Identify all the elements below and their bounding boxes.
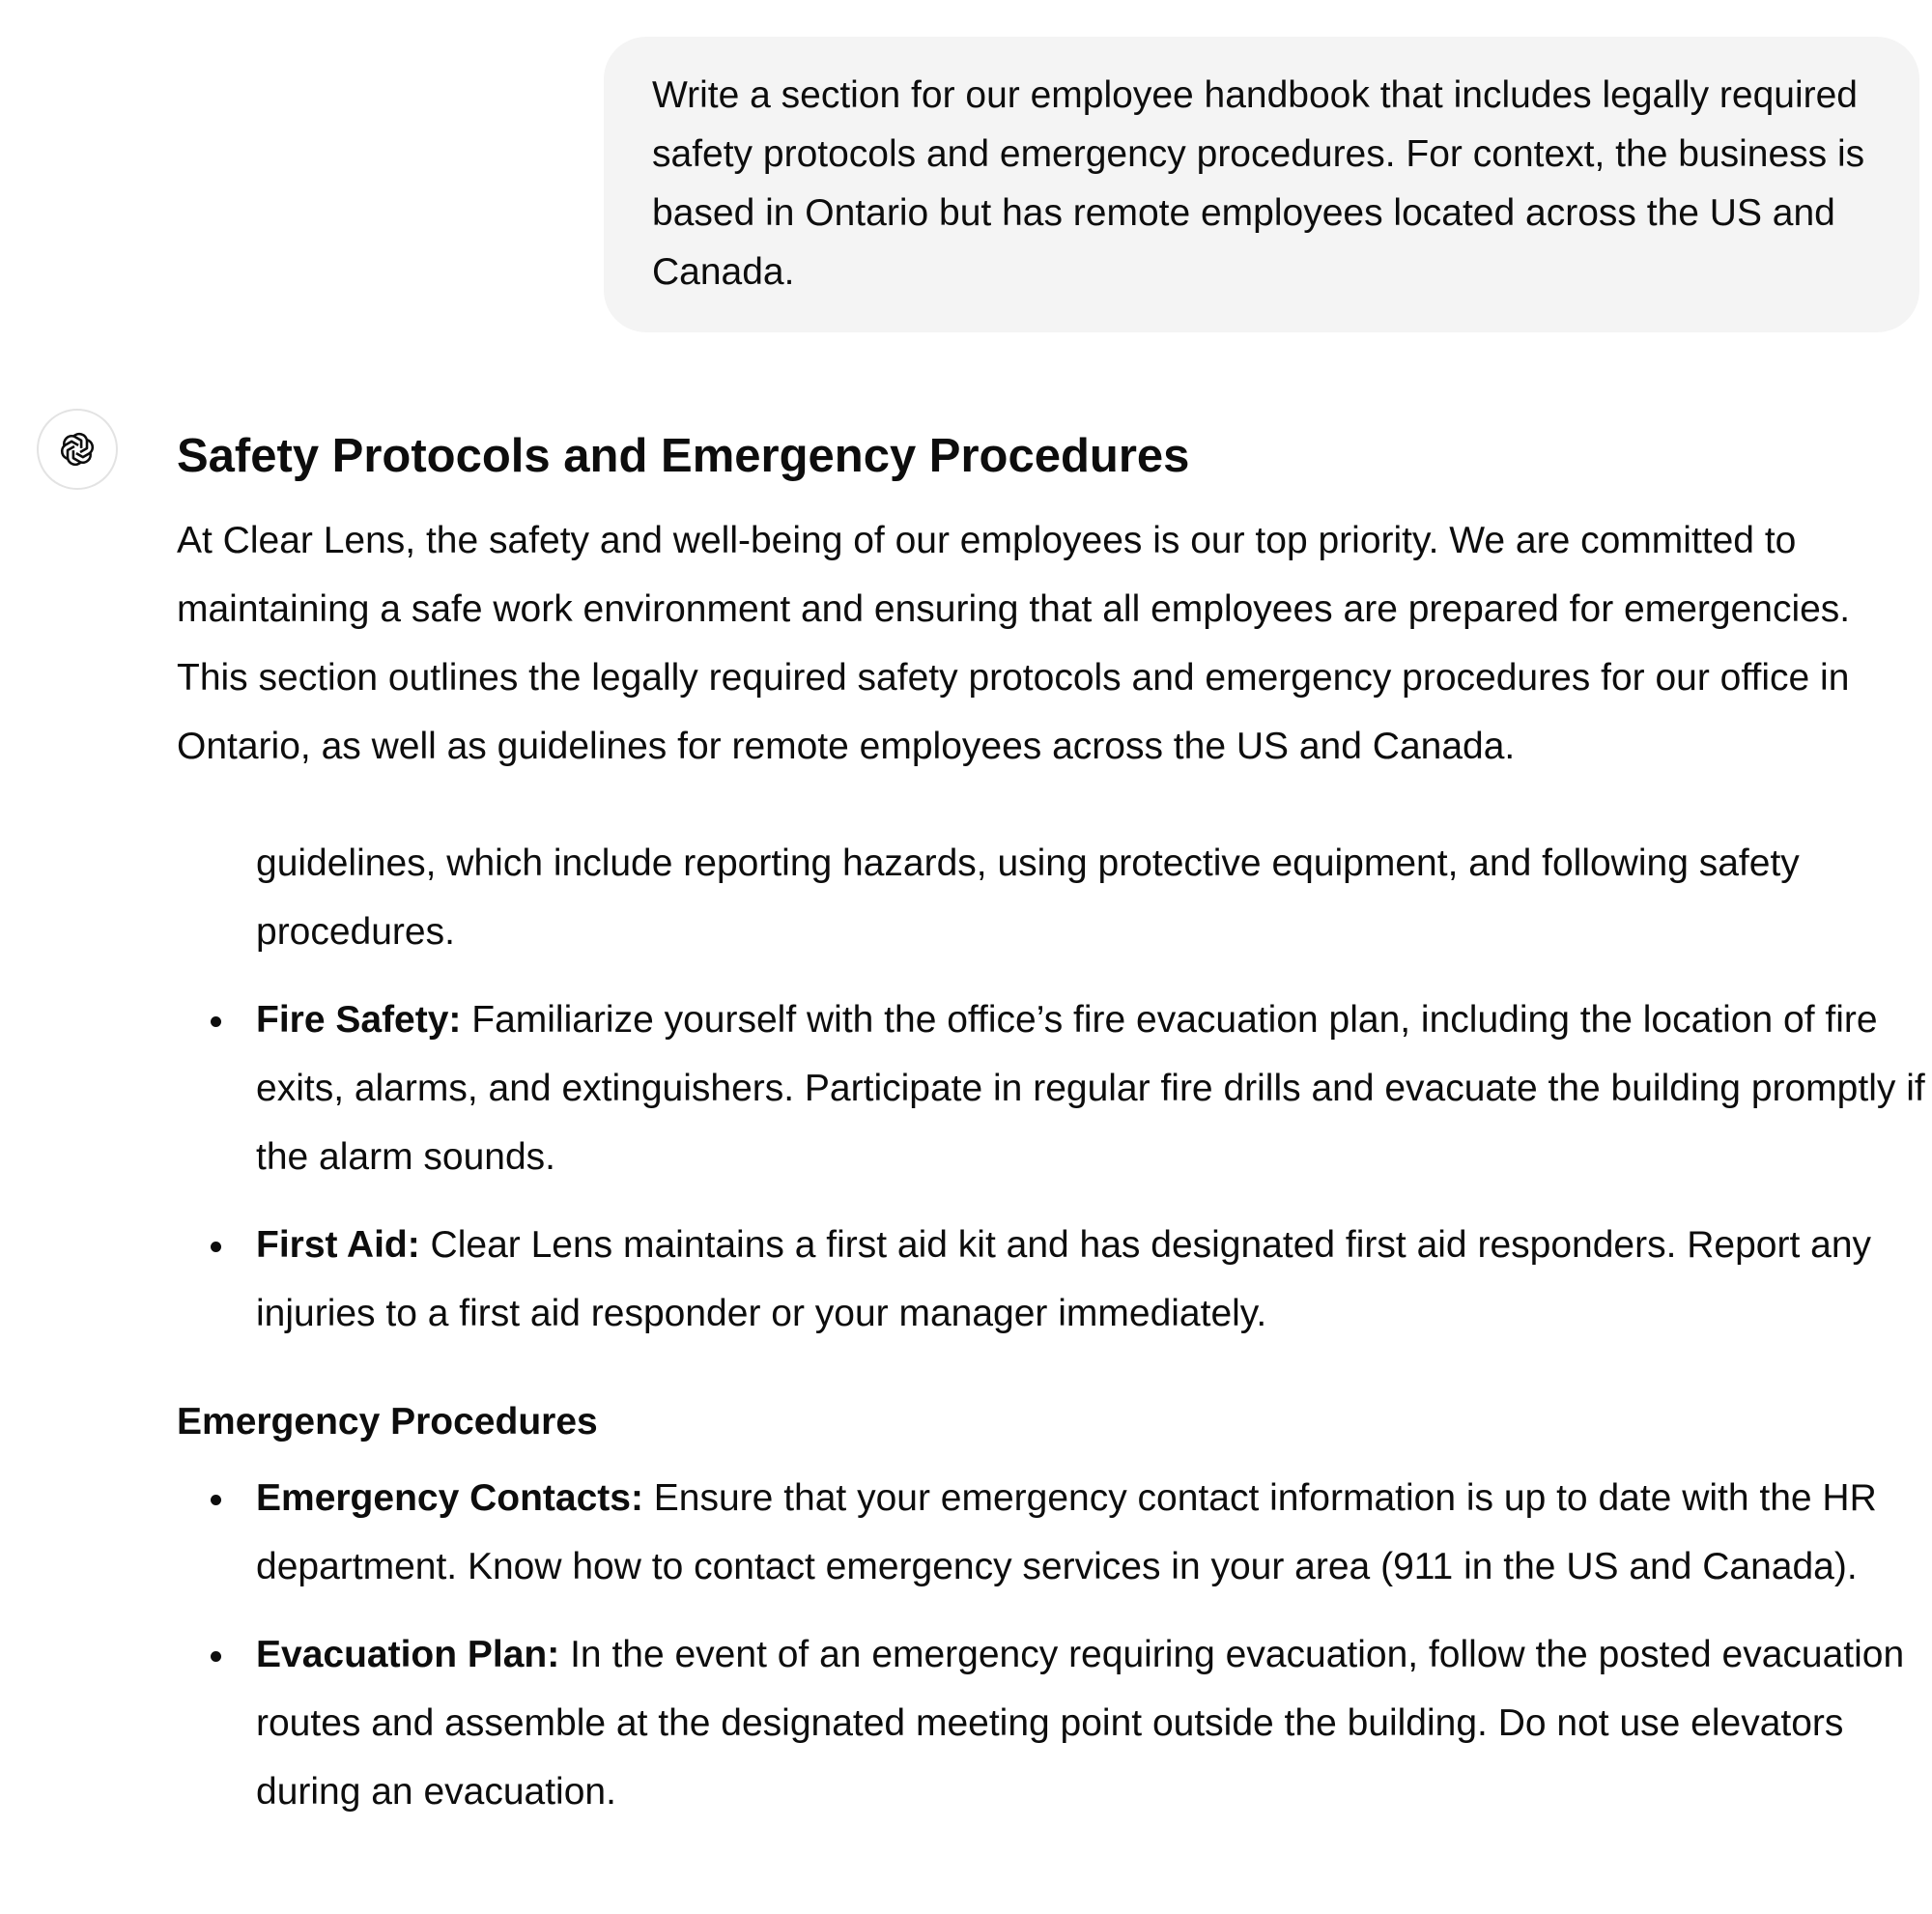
fire-safety-label: Fire Safety: <box>256 999 462 1041</box>
reply-intro-paragraph: At Clear Lens, the safety and well-being of our employees is our top priority. We are committed to maintaining a safe work environment and ensuring that all employees are prepared for emergencies. This section outlines the legally required safety protocols and emergency procedures for our office in Ontario, as well as guidelines for remote employees across the US and Canada. <box>177 520 1851 767</box>
list-item <box>177 986 1930 1191</box>
assistant-reply-top <box>177 425 1930 829</box>
first-aid-label: First Aid: <box>256 1224 420 1266</box>
assistant-avatar <box>37 409 118 490</box>
emergency-contacts-label: Emergency Contacts: <box>256 1477 643 1519</box>
fire-safety-text: Familiarize yourself with the office’s fire evacuation plan, including the location of fire exits, alarms, and extinguishers. Participate in regular fire drills and evacuate the building promptly if the alarm sounds. <box>256 999 1925 1178</box>
bullet-marker <box>211 1242 221 1252</box>
continued-bullet-text: guidelines, which include reporting hazards, using protective equipment, and following safety procedures. <box>256 843 1800 953</box>
list-item <box>177 1464 1930 1601</box>
user-message-bubble <box>604 37 1919 332</box>
assistant-reply-bottom <box>177 829 1930 1826</box>
evacuation-plan-label: Evacuation Plan: <box>256 1634 560 1675</box>
user-message-text: Write a section for our employee handbook that includes legally required safety protocols and emergency procedures. For context, the business is based in Ontario but has remote employees located across the US and Canada. <box>652 74 1865 293</box>
bullet-marker <box>211 1016 221 1027</box>
reply-title: Safety Protocols and Emergency Procedures <box>177 430 1190 482</box>
emergency-list <box>177 1464 1930 1826</box>
safety-list <box>177 986 1930 1348</box>
evacuation-plan-text: In the event of an emergency requiring evacuation, follow the posted evacuation routes and assemble at the designated meeting point outside the building. Do not use elevators during an evacuation. <box>256 1634 1905 1813</box>
openai-logo-icon <box>53 425 101 473</box>
bullet-marker <box>211 1495 221 1505</box>
list-item <box>177 1620 1930 1826</box>
bullet-marker <box>211 1651 221 1662</box>
list-item <box>177 1211 1930 1348</box>
emergency-procedures-heading: Emergency Procedures <box>177 1401 598 1443</box>
first-aid-text: Clear Lens maintains a first aid kit and has designated first aid responders. Report any injuries to a first aid responder or your manager immediately. <box>256 1224 1872 1334</box>
emergency-contacts-text: Ensure that your emergency contact information is up to date with the HR department. Know how to contact emergency services in your area (911 in the US and Canada). <box>256 1477 1877 1587</box>
